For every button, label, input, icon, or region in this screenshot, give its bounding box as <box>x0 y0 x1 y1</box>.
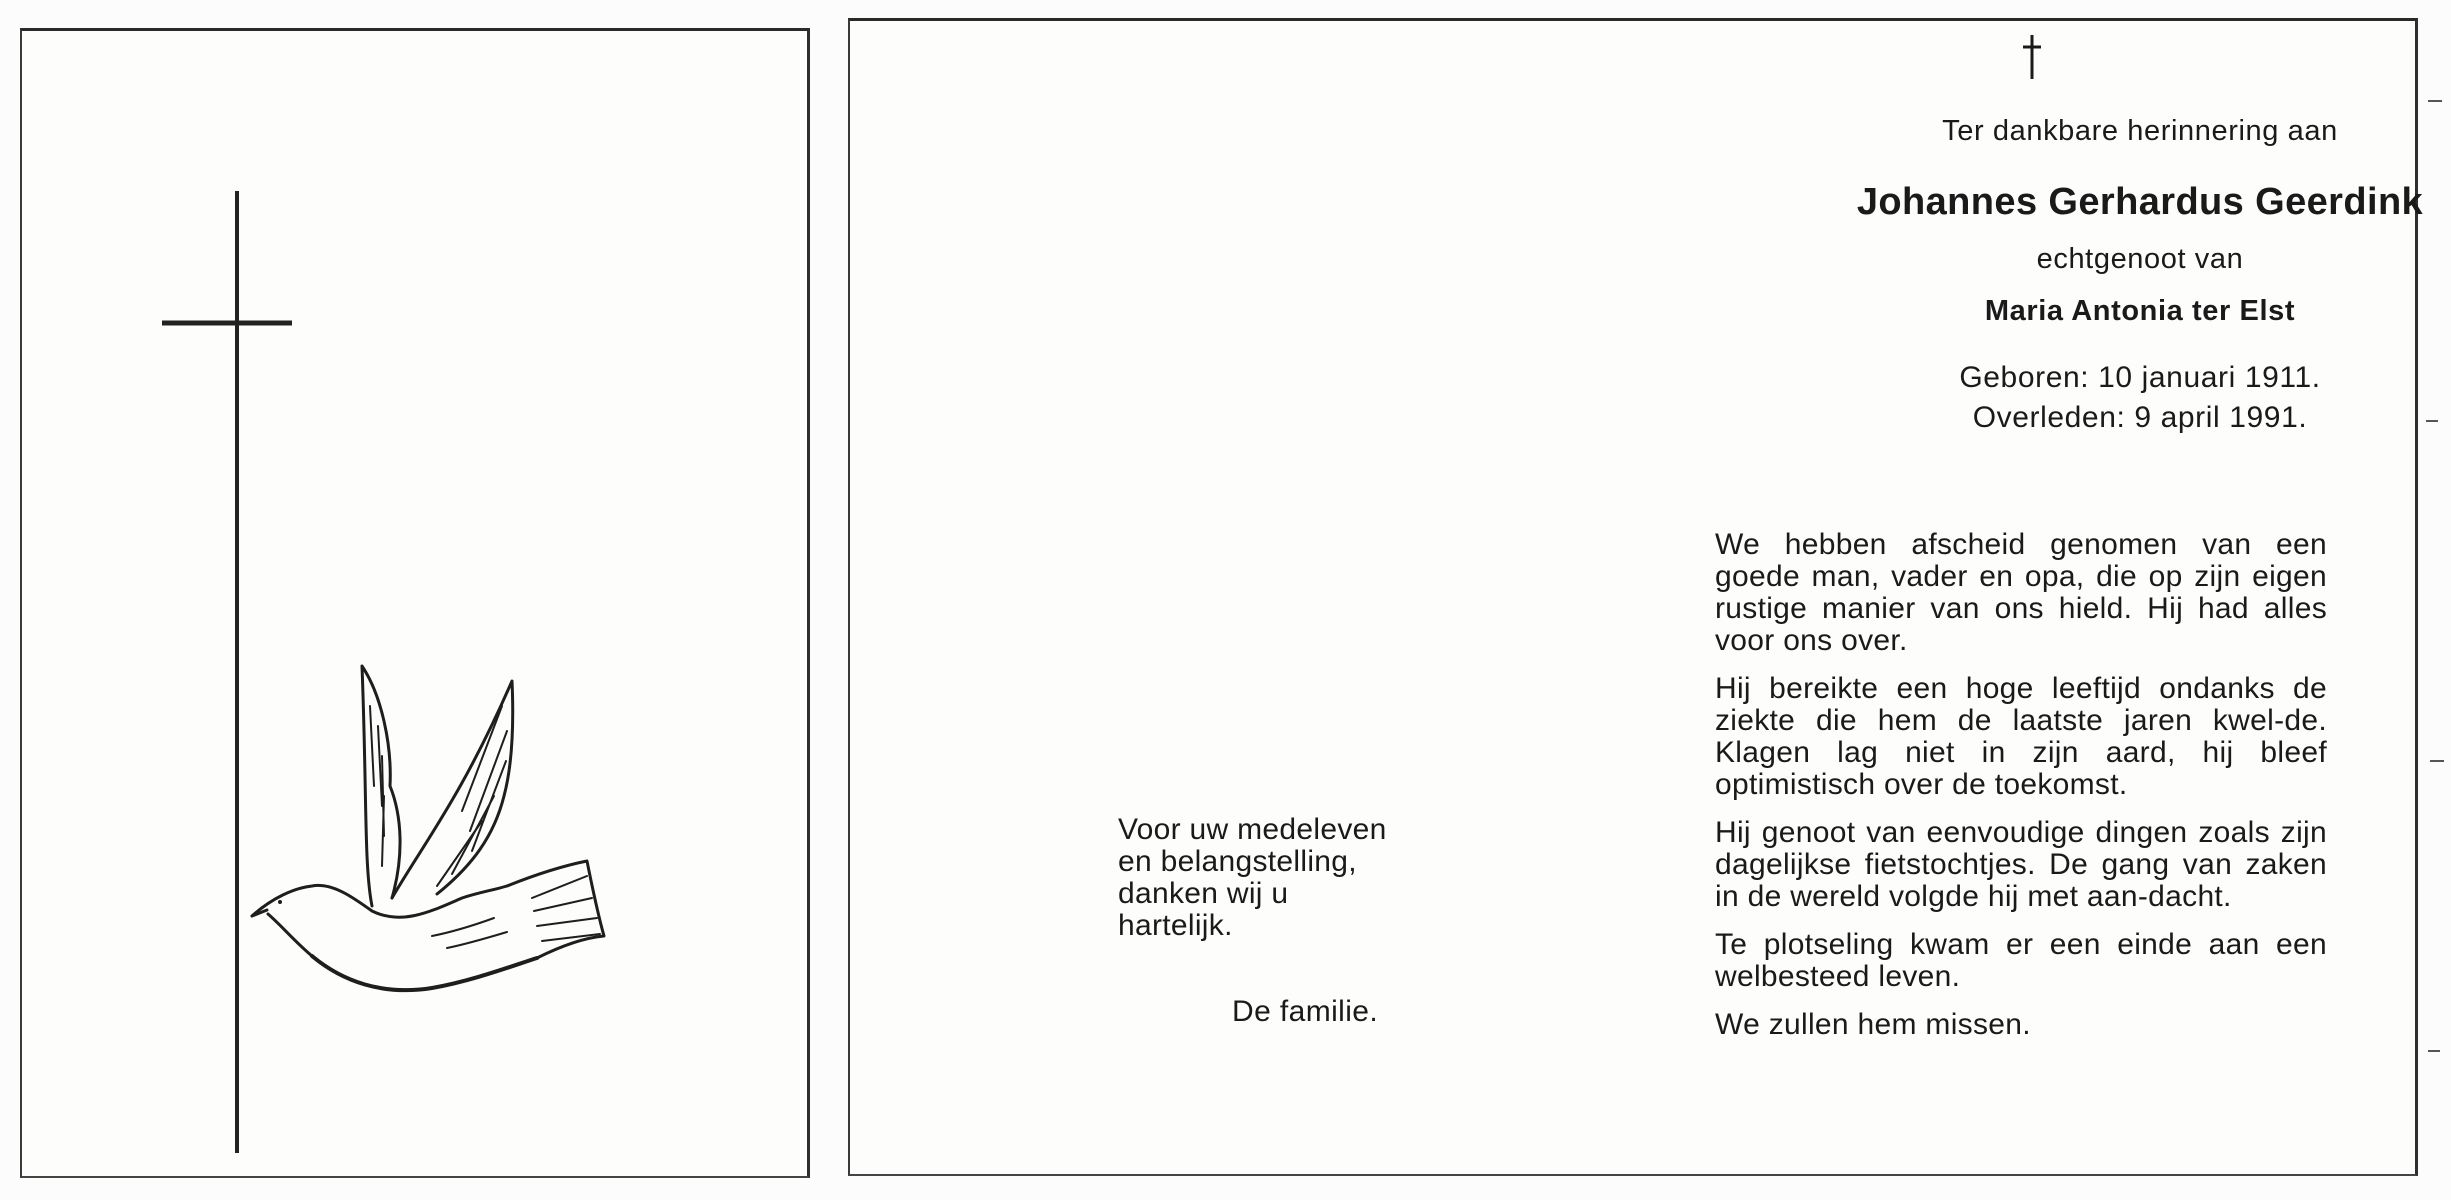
thanks-line: Voor uw medeleven <box>1118 813 1387 846</box>
spouse-of-text: echtgenoot van <box>2036 243 2244 275</box>
signature: De familie. <box>1232 995 1379 1028</box>
deceased-name: Johannes Gerhardus Geerdink <box>1856 181 2424 223</box>
birth-date: Geboren: 10 januari 1911. <box>1959 361 2321 394</box>
death-date: Overleden: 9 april 1991. <box>1972 401 2308 434</box>
thanks-line: en belangstelling, <box>1118 845 1357 878</box>
memorial-paragraph: Hij bereikte een hoge leeftijd ondanks de ziekte die hem de laatste jaren kwel-de. Klagen lag niet in zijn aard, hij bleef optimistisch over de toekomst. <box>1715 672 2327 801</box>
small-cross-icon <box>2018 33 2046 81</box>
card-inside-panel <box>848 18 2424 1176</box>
memorial-paragraph: Te plotseling kwam er een einde aan een welbesteed leven. <box>1715 928 2327 993</box>
memorial-text <box>1715 529 2327 1057</box>
dove-icon <box>232 636 632 1036</box>
memorial-paragraph: Hij genoot van eenvoudige dingen zoals zijn dagelijkse fietstochtjes. De gang van zaken in de wereld volgde hij met aan-dacht. <box>1715 816 2327 913</box>
thanks-message <box>1118 814 1418 942</box>
scan-edge-mark <box>2430 760 2444 762</box>
thanks-line: hartelijk. <box>1118 909 1233 942</box>
scan-edge-mark <box>2426 420 2438 422</box>
memorial-paragraph: We hebben afscheid genomen van een goede man, vader en opa, die op zijn eigen rustige manier van ons hield. Hij had alles voor ons over. <box>1715 528 2327 657</box>
spouse-name: Maria Antonia ter Elst <box>1984 295 2296 327</box>
card-front-panel <box>20 28 810 1178</box>
scan-edge-mark <box>2428 100 2442 102</box>
scan-edge-mark <box>2428 1050 2440 1052</box>
memorial-paragraph: We zullen hem missen. <box>1715 1008 2031 1041</box>
intro-text: Ter dankbare herinnering aan <box>1942 115 2338 147</box>
thanks-line: danken wij u <box>1118 877 1289 910</box>
